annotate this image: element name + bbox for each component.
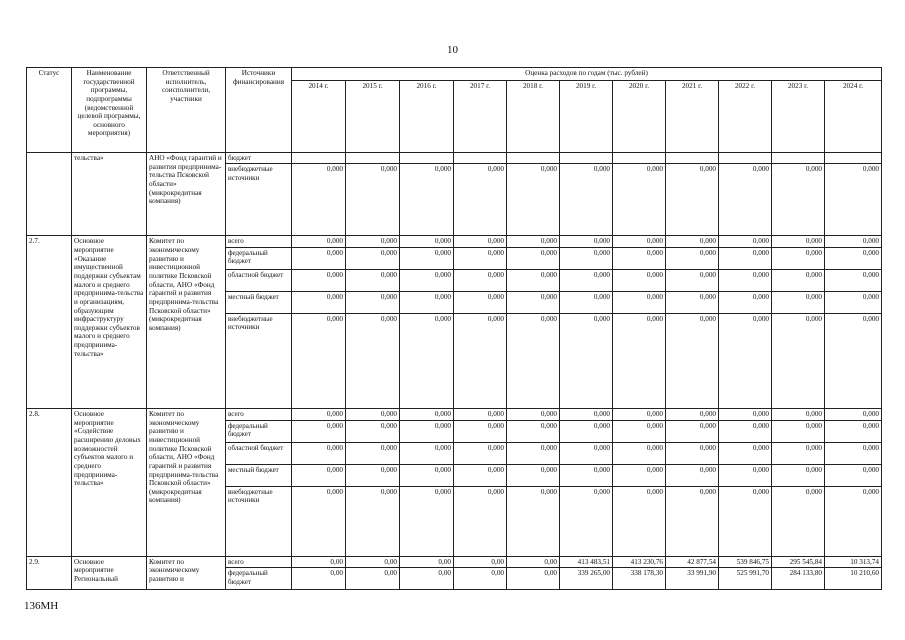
header-sources: Источники финансирования: [226, 68, 292, 153]
amount-cell: 0,000: [292, 409, 346, 421]
amount-cell: 284 133,80: [772, 568, 825, 590]
amount-cell: 0,000: [613, 236, 666, 248]
amount-cell: 0,000: [292, 314, 346, 409]
amount-cell: 0,000: [400, 292, 454, 314]
status-number: 2.9.: [27, 556, 72, 590]
amount-cell: 0,000: [454, 248, 507, 270]
amount-cell: 0,000: [400, 248, 454, 270]
amount-cell: 10 210,60: [825, 568, 882, 590]
header-year: 2021 г.: [666, 81, 719, 153]
amount-cell: 0,00: [400, 556, 454, 568]
amount-cell: 0,00: [400, 568, 454, 590]
funding-source: бюджет: [226, 153, 292, 164]
amount-cell: 0,000: [346, 442, 400, 464]
header-year: 2024 г.: [825, 81, 882, 153]
amount-cell: 0,000: [719, 236, 772, 248]
amount-cell: 0,000: [346, 464, 400, 486]
amount-cell: [346, 153, 400, 164]
amount-cell: 0,000: [454, 464, 507, 486]
amount-cell: 0,000: [560, 442, 613, 464]
amount-cell: 338 178,30: [613, 568, 666, 590]
amount-cell: [507, 153, 560, 164]
amount-cell: 0,000: [400, 314, 454, 409]
amount-cell: 0,000: [346, 292, 400, 314]
table-row: [27, 409, 882, 421]
program-name-cell: тельства»: [72, 153, 147, 236]
status-number: 2.7.: [27, 236, 72, 409]
amount-cell: 0,000: [507, 486, 560, 556]
amount-cell: 0,00: [292, 568, 346, 590]
amount-cell: 0,000: [454, 314, 507, 409]
responsible-cell: Комитет по экономическому развитию и инвестиционной политике Псковской области, АНО «Фонд гарантий и развития предпринима-тельства Псковской области» (микрокредитная компания): [147, 236, 226, 409]
amount-cell: 0,00: [454, 568, 507, 590]
page-number: 10: [447, 44, 458, 56]
amount-cell: 0,000: [613, 442, 666, 464]
amount-cell: 0,000: [454, 270, 507, 292]
amount-cell: 0,00: [507, 568, 560, 590]
amount-cell: 0,000: [772, 236, 825, 248]
funding-source: областной бюджет: [226, 270, 292, 292]
amount-cell: [666, 153, 719, 164]
amount-cell: 0,000: [560, 270, 613, 292]
amount-cell: 0,000: [560, 314, 613, 409]
amount-cell: 0,000: [454, 236, 507, 248]
amount-cell: 0,000: [454, 486, 507, 556]
amount-cell: 0,000: [613, 486, 666, 556]
amount-cell: 0,000: [346, 270, 400, 292]
amount-cell: 0,000: [825, 420, 882, 442]
program-name-cell: Основное мероприятие «Содействие расширению деловых возможностей субъектов малого и среднего предпринима-тельства»: [72, 409, 147, 557]
amount-cell: 0,000: [507, 420, 560, 442]
amount-cell: 0,000: [719, 486, 772, 556]
amount-cell: 0,000: [292, 236, 346, 248]
amount-cell: 0,000: [772, 314, 825, 409]
amount-cell: 0,000: [400, 486, 454, 556]
amount-cell: 0,00: [454, 556, 507, 568]
amount-cell: 0,000: [772, 420, 825, 442]
amount-cell: [772, 153, 825, 164]
amount-cell: 0,000: [719, 270, 772, 292]
amount-cell: 0,000: [613, 409, 666, 421]
amount-cell: 0,000: [772, 270, 825, 292]
amount-cell: 0,000: [400, 420, 454, 442]
amount-cell: 0,000: [292, 464, 346, 486]
amount-cell: 0,000: [454, 292, 507, 314]
amount-cell: 0,000: [719, 442, 772, 464]
amount-cell: 0,000: [292, 420, 346, 442]
amount-cell: 0,000: [772, 464, 825, 486]
amount-cell: 0,000: [346, 409, 400, 421]
amount-cell: 525 991,70: [719, 568, 772, 590]
amount-cell: 0,000: [346, 486, 400, 556]
amount-cell: 0,000: [666, 420, 719, 442]
amount-cell: 0,000: [292, 292, 346, 314]
amount-cell: 0,000: [719, 292, 772, 314]
funding-source: внебюджетные источники: [226, 164, 292, 236]
amount-cell: 0,000: [719, 164, 772, 236]
amount-cell: 0,000: [454, 442, 507, 464]
amount-cell: 0,000: [292, 164, 346, 236]
amount-cell: 0,000: [719, 314, 772, 409]
amount-cell: 0,000: [292, 270, 346, 292]
amount-cell: 0,000: [560, 464, 613, 486]
amount-cell: 0,000: [825, 464, 882, 486]
status-cell: [27, 153, 72, 236]
amount-cell: 0,000: [400, 442, 454, 464]
amount-cell: 0,000: [507, 409, 560, 421]
funding-source: федеральный бюджет: [226, 248, 292, 270]
amount-cell: 0,000: [507, 236, 560, 248]
amount-cell: 0,000: [400, 236, 454, 248]
header-year: 2014 г.: [292, 81, 346, 153]
amount-cell: 0,000: [560, 420, 613, 442]
amount-cell: 0,000: [346, 236, 400, 248]
amount-cell: 0,000: [292, 486, 346, 556]
document-code: 136МН: [24, 600, 59, 612]
amount-cell: 0,000: [825, 442, 882, 464]
funding-source: местный бюджет: [226, 464, 292, 486]
amount-cell: 0,000: [825, 314, 882, 409]
program-name-cell: Основное мероприятие Региональный: [72, 556, 147, 590]
amount-cell: 0,000: [292, 248, 346, 270]
amount-cell: 0,000: [772, 442, 825, 464]
expense-table: [26, 67, 882, 590]
table-row: [27, 153, 882, 164]
amount-cell: 0,000: [666, 314, 719, 409]
funding-source: федеральный бюджет: [226, 568, 292, 590]
responsible-cell: АНО «Фонд гарантий и развития предпринима-тельства Псковской области» (микрокредитная компания): [147, 153, 226, 236]
table-row: [27, 556, 882, 568]
header-year: 2023 г.: [772, 81, 825, 153]
amount-cell: 0,000: [560, 409, 613, 421]
amount-cell: 0,000: [719, 464, 772, 486]
responsible-cell: Комитет по экономическому развитию и инвестиционной политике Псковской области, АНО «Фонд гарантий и развития предпринима-тельства Псковской области» (микрокредитная компания): [147, 409, 226, 557]
amount-cell: 0,000: [772, 292, 825, 314]
amount-cell: 0,000: [772, 248, 825, 270]
amount-cell: 0,000: [825, 236, 882, 248]
amount-cell: 0,000: [613, 248, 666, 270]
amount-cell: [560, 153, 613, 164]
amount-cell: 0,000: [666, 409, 719, 421]
header-year: 2017 г.: [454, 81, 507, 153]
amount-cell: 0,000: [666, 270, 719, 292]
amount-cell: 42 877,54: [666, 556, 719, 568]
header-year: 2018 г.: [507, 81, 560, 153]
amount-cell: 0,000: [666, 292, 719, 314]
amount-cell: 0,000: [507, 248, 560, 270]
amount-cell: 0,000: [613, 314, 666, 409]
header-year: 2015 г.: [346, 81, 400, 153]
header-estimate: Оценка расходов по годам (тыс. рублей): [292, 68, 882, 81]
amount-cell: [292, 153, 346, 164]
amount-cell: 0,000: [560, 486, 613, 556]
amount-cell: 0,000: [772, 486, 825, 556]
amount-cell: [613, 153, 666, 164]
amount-cell: 0,000: [825, 248, 882, 270]
amount-cell: 0,000: [666, 486, 719, 556]
amount-cell: 0,000: [613, 420, 666, 442]
amount-cell: 0,00: [507, 556, 560, 568]
amount-cell: [719, 153, 772, 164]
amount-cell: 0,000: [613, 464, 666, 486]
amount-cell: 0,000: [454, 409, 507, 421]
funding-source: федеральный бюджет: [226, 420, 292, 442]
amount-cell: 295 545,84: [772, 556, 825, 568]
amount-cell: 0,000: [666, 236, 719, 248]
amount-cell: 0,000: [825, 164, 882, 236]
amount-cell: 0,000: [400, 409, 454, 421]
amount-cell: 0,000: [400, 164, 454, 236]
amount-cell: 0,000: [400, 464, 454, 486]
amount-cell: 0,000: [825, 270, 882, 292]
table-row: [27, 236, 882, 248]
amount-cell: 0,000: [666, 164, 719, 236]
amount-cell: 0,000: [507, 164, 560, 236]
amount-cell: 0,000: [292, 442, 346, 464]
program-name-cell: Основное мероприятие «Оказание имущественной поддержки субъектам малого и среднего предпринима-тельства и организациям, образующим инфраструктуру поддержки субъектов малого и среднего предпринима-тельства»: [72, 236, 147, 409]
amount-cell: 0,000: [454, 420, 507, 442]
amount-cell: [454, 153, 507, 164]
amount-cell: 0,000: [507, 314, 560, 409]
amount-cell: 0,000: [560, 248, 613, 270]
amount-cell: 0,000: [560, 236, 613, 248]
funding-source: внебюджетные источники: [226, 314, 292, 409]
amount-cell: 0,00: [346, 568, 400, 590]
amount-cell: 0,000: [507, 292, 560, 314]
header-responsible: Ответственный исполнитель, соисполнители, участники: [147, 68, 226, 153]
status-number: 2.8.: [27, 409, 72, 557]
amount-cell: 0,000: [613, 164, 666, 236]
amount-cell: 0,000: [719, 248, 772, 270]
amount-cell: 0,000: [825, 409, 882, 421]
funding-source: всего: [226, 236, 292, 248]
amount-cell: 0,000: [613, 270, 666, 292]
amount-cell: 0,00: [346, 556, 400, 568]
amount-cell: 0,00: [292, 556, 346, 568]
amount-cell: 0,000: [400, 270, 454, 292]
amount-cell: 0,000: [560, 292, 613, 314]
responsible-cell: Комитет по экономическому развитию и: [147, 556, 226, 590]
amount-cell: 0,000: [666, 442, 719, 464]
amount-cell: 0,000: [613, 292, 666, 314]
header-program-name: Наименование государственной программы, подпрограммы (ведомственной целевой программы, основного мероприятия): [72, 68, 147, 153]
funding-source: всего: [226, 409, 292, 421]
amount-cell: 0,000: [825, 486, 882, 556]
header-year: 2020 г.: [613, 81, 666, 153]
amount-cell: 33 991,90: [666, 568, 719, 590]
amount-cell: 0,000: [454, 164, 507, 236]
amount-cell: 0,000: [772, 409, 825, 421]
amount-cell: 539 846,75: [719, 556, 772, 568]
amount-cell: [825, 153, 882, 164]
amount-cell: 0,000: [772, 164, 825, 236]
amount-cell: 0,000: [825, 292, 882, 314]
amount-cell: 413 483,51: [560, 556, 613, 568]
amount-cell: 0,000: [719, 420, 772, 442]
header-year: 2022 г.: [719, 81, 772, 153]
funding-source: местный бюджет: [226, 292, 292, 314]
amount-cell: 0,000: [560, 164, 613, 236]
header-status: Статус: [27, 68, 72, 153]
header-year: 2019 г.: [560, 81, 613, 153]
amount-cell: 413 230,76: [613, 556, 666, 568]
amount-cell: 10 313,74: [825, 556, 882, 568]
amount-cell: 0,000: [346, 164, 400, 236]
funding-source: внебюджетные источники: [226, 486, 292, 556]
amount-cell: 0,000: [507, 442, 560, 464]
header-year: 2016 г.: [400, 81, 454, 153]
funding-source: всего: [226, 556, 292, 568]
amount-cell: 0,000: [507, 270, 560, 292]
amount-cell: 0,000: [346, 314, 400, 409]
amount-cell: 0,000: [507, 464, 560, 486]
amount-cell: 339 265,00: [560, 568, 613, 590]
amount-cell: [400, 153, 454, 164]
amount-cell: 0,000: [346, 420, 400, 442]
amount-cell: 0,000: [719, 409, 772, 421]
amount-cell: 0,000: [666, 464, 719, 486]
amount-cell: 0,000: [666, 248, 719, 270]
amount-cell: 0,000: [346, 248, 400, 270]
funding-source: областной бюджет: [226, 442, 292, 464]
